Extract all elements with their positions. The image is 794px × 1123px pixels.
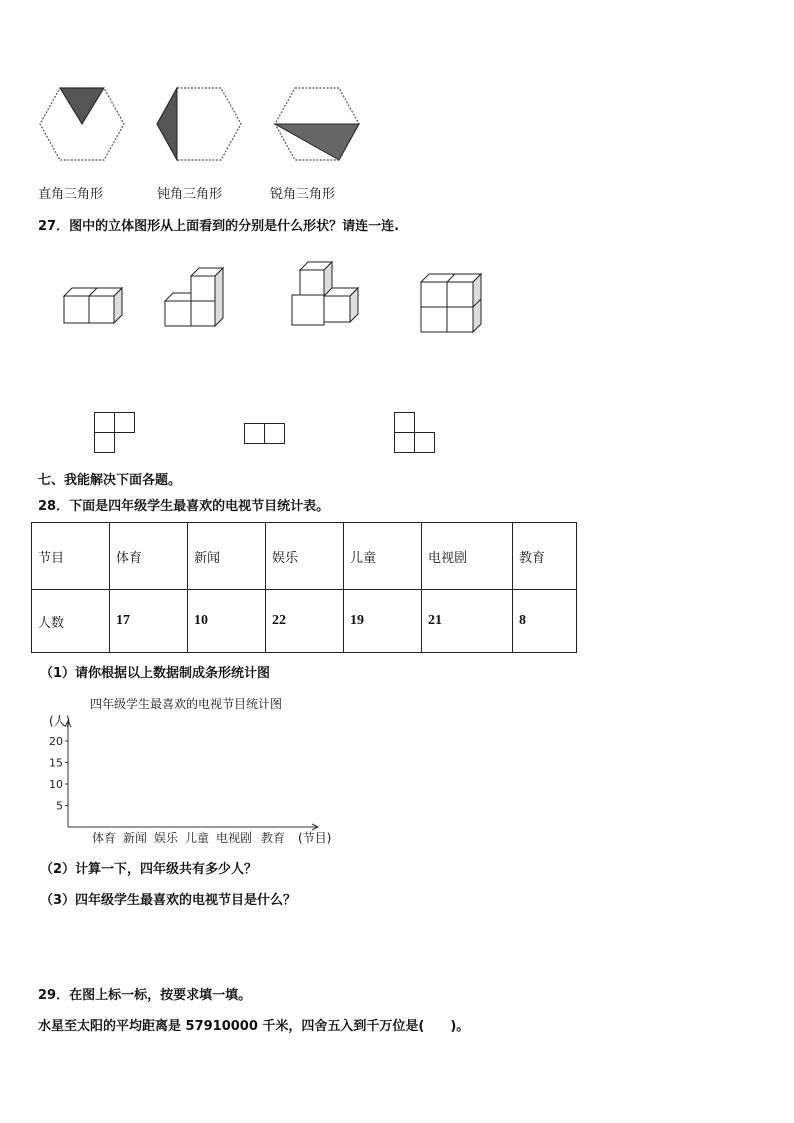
question-28-sub-1: （1）请你根据以上数据制成条形统计图: [40, 666, 271, 681]
x-category-label: 儿童: [185, 831, 210, 845]
question-28-sub-2: （2）计算一下，四年级共有多少人？: [40, 862, 258, 877]
x-category-label: 新闻: [123, 831, 148, 845]
table-header-people: 人数: [32, 590, 110, 653]
x-category-label: 教育: [260, 831, 285, 845]
table-cell-count: 19: [344, 590, 422, 653]
y-tick-label: 10: [49, 778, 63, 791]
label-obtuse-triangle: 钝角三角形: [157, 187, 223, 202]
table-cell-count: 21: [422, 590, 513, 653]
label-acute-triangle: 锐角三角形: [270, 187, 336, 202]
y-tick-label: 20: [49, 735, 63, 748]
label-right-triangle: 直角三角形: [38, 187, 104, 202]
question-29: 29．在图上标一标，按要求填一填。: [38, 988, 252, 1003]
table-header-program: 节目: [32, 523, 110, 590]
x-axis-label: (节目): [298, 831, 332, 845]
x-category-label: 体育: [92, 831, 117, 845]
section-7-title: 七、我能解决下面各题。: [38, 473, 182, 488]
table-cell-count: 10: [188, 590, 266, 653]
question-28-sub-3: （3）四年级学生最喜欢的电视节目是什么？: [40, 893, 297, 908]
question-29-line: 水星至太阳的平均距离是 57910000 千米，四舍五入到千万位是( )。: [38, 1019, 470, 1034]
table-cell-program: 电视剧: [422, 523, 513, 590]
table-cell-program: 新闻: [188, 523, 266, 590]
table-cell-program: 儿童: [344, 523, 422, 590]
x-category-label: 电视剧: [216, 831, 253, 845]
question-28: 28．下面是四年级学生最喜欢的电视节目统计表。: [38, 499, 330, 514]
y-tick-label: 15: [49, 756, 63, 770]
table-cell-count: 22: [266, 590, 344, 653]
table-cell-program: 体育: [110, 523, 188, 590]
x-category-label: 娱乐: [154, 831, 179, 845]
table-cell-count: 8: [513, 590, 577, 653]
chart-title: 四年级学生最喜欢的电视节目统计图: [90, 697, 283, 711]
table-cell-program: 娱乐: [266, 523, 344, 590]
question-27: 27．图中的立体图形从上面看到的分别是什么形状？请连一连.: [38, 219, 400, 234]
table-cell-count: 17: [110, 590, 188, 653]
y-axis-label: (人): [49, 714, 71, 728]
y-tick-label: 5: [56, 799, 63, 813]
table-cell-program: 教育: [513, 523, 577, 590]
